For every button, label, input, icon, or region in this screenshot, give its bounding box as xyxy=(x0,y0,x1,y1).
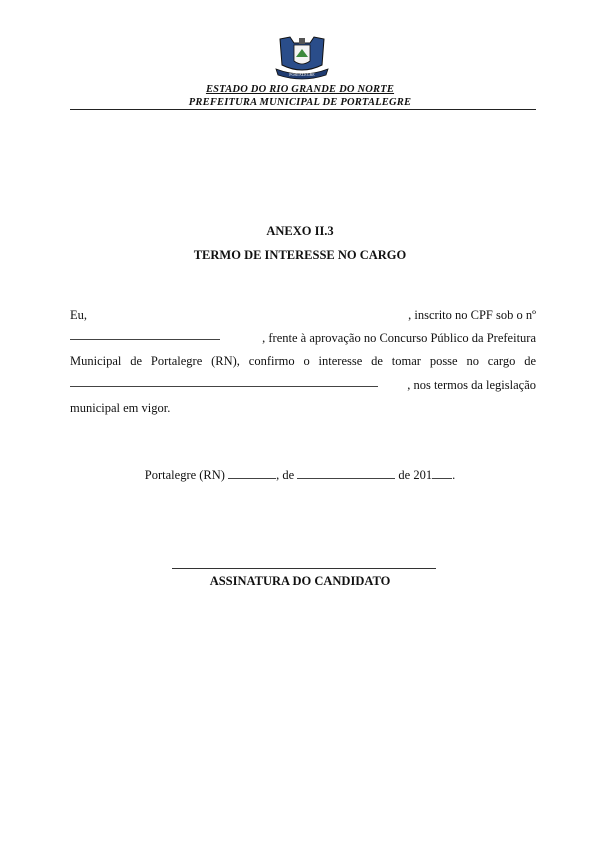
municipal-crest-icon xyxy=(272,35,332,81)
line4-end: , nos termos da legislação xyxy=(407,377,536,392)
header-prefecture: PREFEITURA MUNICIPAL DE PORTALEGRE xyxy=(188,97,412,108)
name-field[interactable] xyxy=(117,304,379,316)
date-end: . xyxy=(452,468,456,482)
declaration-paragraph xyxy=(70,304,536,420)
place-label: Portalegre (RN) xyxy=(144,468,225,482)
year-field[interactable] xyxy=(432,466,452,479)
line1-end: , inscrito no CPF sob o nº xyxy=(408,308,536,322)
paragraph-line-5: municipal em vigor. xyxy=(70,400,171,415)
header-state: ESTADO DO RIO GRANDE DO NORTE xyxy=(205,84,395,95)
position-field[interactable] xyxy=(70,374,378,387)
paragraph-line-1 xyxy=(70,304,536,327)
document-title: TERMO DE INTERESSE NO CARGO xyxy=(193,248,407,262)
paragraph-line-4 xyxy=(70,374,536,397)
paragraph-line-2 xyxy=(70,327,536,350)
signature-line[interactable] xyxy=(172,568,436,569)
paragraph-line-3: Municipal de Portalegre (RN), confirmo o interesse de tomar posse no cargo de xyxy=(70,354,536,369)
cpf-field[interactable] xyxy=(70,327,220,340)
header-divider xyxy=(70,109,536,110)
crest-motto: PORTALEGRE xyxy=(289,72,315,77)
date-sep-2: de 201 xyxy=(398,468,433,482)
line2-end: , frente à aprovação no Concurso Público da Prefeitura xyxy=(262,331,536,346)
annex-title: ANEXO II.3 xyxy=(266,224,334,238)
place-date-line xyxy=(0,466,600,483)
signature-caption: ASSINATURA DO CANDIDATO xyxy=(209,574,391,588)
date-sep-1: , de xyxy=(276,468,295,482)
month-field[interactable] xyxy=(297,466,395,479)
line1-start: Eu, xyxy=(70,308,88,322)
day-field[interactable] xyxy=(228,466,276,479)
